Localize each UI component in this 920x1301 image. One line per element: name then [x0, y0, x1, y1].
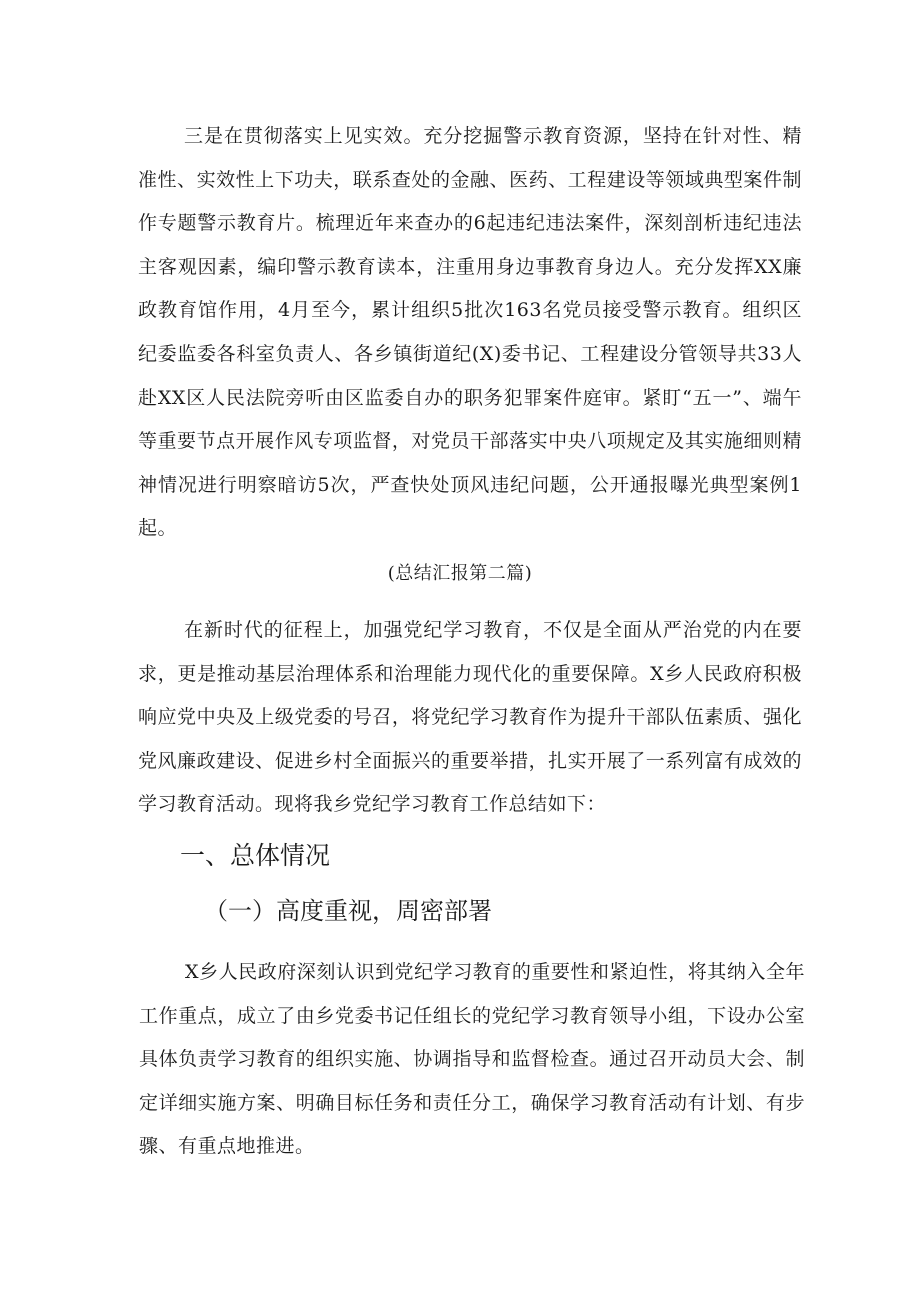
- heading-overall-situation: 一、总体情况: [180, 841, 331, 870]
- heading-high-attention: （一）高度重视，周密部署: [204, 897, 492, 925]
- paragraph-deployment: X乡人民政府深刻认识到党纪学习教育的重要性和紧迫性，将其纳入全年工作重点，成立了由乡党委书记任组长的党纪学习教育领导小组，下设办公室具体负责学习教育的组织实施、协调指导和监督检查。通过召开动员大会、制定详细实施方案、明确目标任务和责任分工，确保学习教育活动有计划、有步骤、有重点地推进。: [139, 961, 805, 1158]
- paragraph-introduction: 在新时代的征程上，加强党纪学习教育，不仅是全面从严治党的内在要求，更是推动基层治理体系和治理能力现代化的重要保障。X乡人民政府积极响应党中央及上级党委的号召，将党纪学习教育作为提升干部队伍素质、强化党风廉政建设、促进乡村全面振兴的重要举措，扎实开展了一系列富有成效的学习教育活动。现将我乡党纪学习教育工作总结如下：: [138, 619, 802, 816]
- paragraph-implementation-results: 三是在贯彻落实上见实效。充分挖掘警示教育资源，坚持在针对性、精准性、实效性上下功夫，联系查处的金融、医药、工程建设等领域典型案件制作专题警示教育片。梳理近年来查办的6起违纪违法案件，深刻剖析违纪违法主客观因素，编印警示教育读本，注重用身边事教育身边人。充分发挥XX廉政教育馆作用，4月至今，累计组织5批次163名党员接受警示教育。组织区纪委监委各科室负责人、各乡镇街道纪(X)委书记、工程建设分管领导共33人赴XX区人民法院旁听由区监委自办的职务犯罪案件庭审。紧盯“五一”、端午等重要节点开展作风专项监督，对党员干部落实中央八项规定及其实施细则精神情况进行明察暗访5次，严查快处顶风违纪问题，公开通报曝光典型案例1起。: [138, 125, 802, 540]
- document-subtitle: (总结汇报第二篇): [387, 563, 533, 584]
